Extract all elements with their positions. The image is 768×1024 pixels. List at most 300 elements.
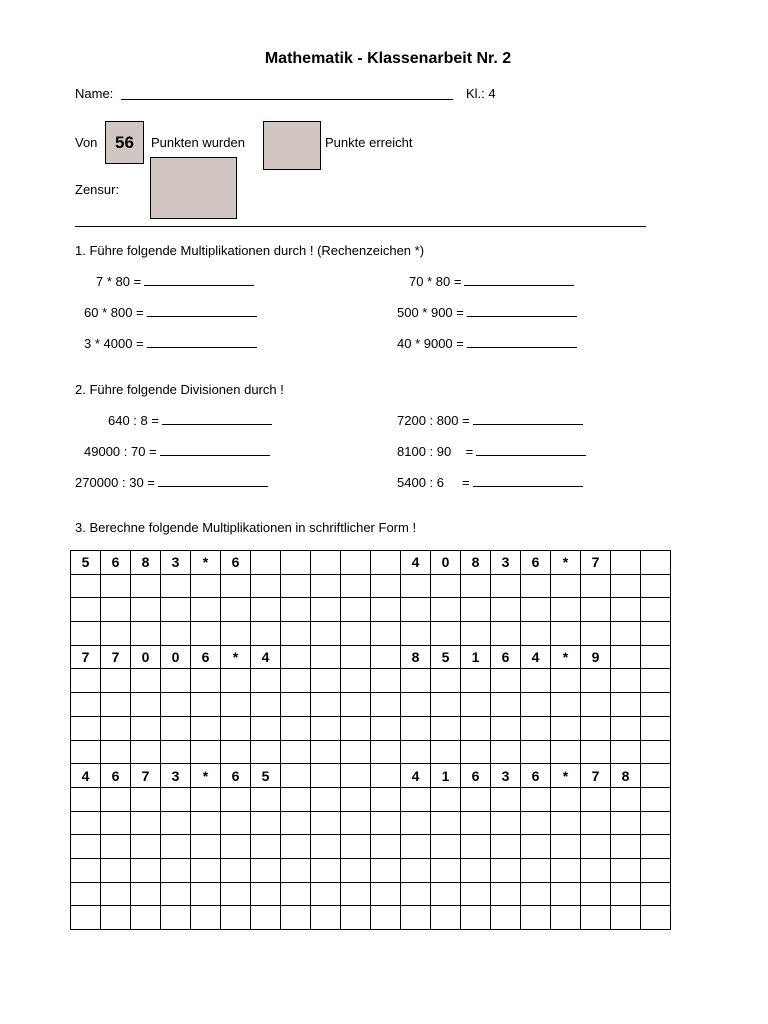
grid-cell[interactable]	[101, 574, 131, 598]
grid-cell[interactable]	[491, 811, 521, 835]
grid-cell[interactable]	[521, 622, 551, 646]
grid-cell[interactable]	[611, 693, 641, 717]
grid-cell[interactable]	[101, 598, 131, 622]
grid-cell[interactable]	[641, 764, 671, 788]
grid-cell[interactable]: 9	[581, 645, 611, 669]
grid-cell[interactable]	[611, 598, 641, 622]
grid-cell[interactable]: 4	[401, 764, 431, 788]
grid-cell[interactable]	[491, 574, 521, 598]
grid-cell[interactable]	[221, 787, 251, 811]
grid-cell[interactable]	[401, 858, 431, 882]
grid-cell[interactable]	[461, 787, 491, 811]
grid-cell[interactable]	[401, 716, 431, 740]
grid-cell[interactable]	[191, 740, 221, 764]
grid-cell[interactable]: 4	[401, 551, 431, 575]
grid-cell[interactable]	[341, 598, 371, 622]
grid-cell[interactable]: 7	[581, 764, 611, 788]
grid-cell[interactable]	[431, 574, 461, 598]
grid-cell[interactable]	[101, 858, 131, 882]
grid-cell[interactable]	[161, 787, 191, 811]
grid-cell[interactable]	[401, 906, 431, 930]
grid-cell[interactable]	[341, 858, 371, 882]
grid-cell[interactable]	[251, 574, 281, 598]
grid-cell[interactable]	[341, 622, 371, 646]
grid-cell[interactable]	[521, 740, 551, 764]
grid-cell[interactable]	[251, 622, 281, 646]
grid-cell[interactable]	[401, 598, 431, 622]
grid-cell[interactable]	[191, 574, 221, 598]
grid-cell[interactable]	[401, 882, 431, 906]
grid-cell[interactable]	[581, 574, 611, 598]
grid-cell[interactable]: 7	[581, 551, 611, 575]
grid-cell[interactable]	[131, 811, 161, 835]
grid-cell[interactable]	[311, 835, 341, 859]
grid-cell[interactable]	[341, 906, 371, 930]
grid-cell[interactable]	[281, 906, 311, 930]
grid-cell[interactable]: 3	[161, 764, 191, 788]
grid-cell[interactable]	[371, 811, 401, 835]
grid-cell[interactable]	[131, 716, 161, 740]
grid-cell[interactable]	[281, 835, 311, 859]
grid-cell[interactable]	[491, 598, 521, 622]
grid-cell[interactable]	[101, 669, 131, 693]
grid-cell[interactable]	[311, 882, 341, 906]
grid-cell[interactable]	[191, 669, 221, 693]
grid-cell[interactable]	[581, 716, 611, 740]
grid-cell[interactable]	[341, 835, 371, 859]
grid-cell[interactable]	[431, 858, 461, 882]
grid-cell[interactable]	[281, 574, 311, 598]
grid-cell[interactable]	[641, 882, 671, 906]
grid-cell[interactable]	[191, 882, 221, 906]
grid-cell[interactable]	[221, 669, 251, 693]
grid-cell[interactable]	[551, 622, 581, 646]
grid-cell[interactable]	[641, 906, 671, 930]
grid-cell[interactable]	[221, 716, 251, 740]
grid-cell[interactable]	[71, 740, 101, 764]
grid-cell[interactable]	[251, 906, 281, 930]
grid-cell[interactable]	[131, 693, 161, 717]
grid-cell[interactable]	[131, 574, 161, 598]
grid-cell[interactable]: 8	[401, 645, 431, 669]
grid-cell[interactable]	[131, 835, 161, 859]
grid-cell[interactable]	[161, 693, 191, 717]
grid-cell[interactable]	[191, 811, 221, 835]
grid-cell[interactable]	[161, 906, 191, 930]
grid-cell[interactable]	[161, 716, 191, 740]
grid-cell[interactable]	[251, 835, 281, 859]
grid-cell[interactable]	[371, 740, 401, 764]
grid-cell[interactable]	[431, 716, 461, 740]
grid-cell[interactable]: 5	[71, 551, 101, 575]
grid-cell[interactable]	[431, 811, 461, 835]
grid-cell[interactable]	[281, 598, 311, 622]
grid-cell[interactable]	[101, 906, 131, 930]
grid-cell[interactable]	[281, 693, 311, 717]
grid-cell[interactable]	[341, 669, 371, 693]
grid-cell[interactable]	[371, 716, 401, 740]
grid-cell[interactable]: *	[551, 645, 581, 669]
grid-cell[interactable]	[341, 787, 371, 811]
grid-cell[interactable]	[401, 787, 431, 811]
grid-cell[interactable]	[161, 669, 191, 693]
grid-cell[interactable]: 3	[161, 551, 191, 575]
grid-cell[interactable]	[611, 740, 641, 764]
grid-cell[interactable]	[611, 787, 641, 811]
grid-cell[interactable]	[551, 811, 581, 835]
grid-cell[interactable]	[371, 693, 401, 717]
task2-problem[interactable]: 640 : 8 =	[108, 412, 272, 428]
grid-cell[interactable]	[311, 574, 341, 598]
grid-cell[interactable]	[221, 622, 251, 646]
grid-cell[interactable]	[611, 669, 641, 693]
task1-problem[interactable]: 70 * 80 =	[409, 273, 574, 289]
grid-cell[interactable]	[641, 811, 671, 835]
grid-cell[interactable]	[281, 622, 311, 646]
grid-cell[interactable]: 7	[71, 645, 101, 669]
grid-cell[interactable]	[221, 740, 251, 764]
grid-cell[interactable]	[461, 574, 491, 598]
grid-cell[interactable]	[161, 740, 191, 764]
grid-cell[interactable]	[251, 669, 281, 693]
grid-cell[interactable]	[341, 764, 371, 788]
grid-cell[interactable]	[191, 787, 221, 811]
grid-cell[interactable]: 5	[431, 645, 461, 669]
grid-cell[interactable]	[431, 669, 461, 693]
grid-cell[interactable]	[461, 622, 491, 646]
grid-cell[interactable]	[581, 811, 611, 835]
grid-cell[interactable]	[641, 574, 671, 598]
grid-cell[interactable]	[311, 764, 341, 788]
grid-cell[interactable]	[641, 551, 671, 575]
grid-cell[interactable]	[581, 693, 611, 717]
grid-cell[interactable]	[431, 598, 461, 622]
grid-cell[interactable]	[161, 598, 191, 622]
grid-cell[interactable]	[131, 622, 161, 646]
grid-cell[interactable]	[461, 740, 491, 764]
grid-cell[interactable]	[71, 787, 101, 811]
grid-cell[interactable]	[611, 882, 641, 906]
grid-cell[interactable]	[401, 622, 431, 646]
grid-cell[interactable]	[101, 740, 131, 764]
grid-cell[interactable]	[461, 858, 491, 882]
grid-cell[interactable]: 3	[491, 764, 521, 788]
grid-cell[interactable]	[71, 574, 101, 598]
grid-cell[interactable]: *	[191, 551, 221, 575]
grid-cell[interactable]	[521, 574, 551, 598]
grid-cell[interactable]	[251, 882, 281, 906]
grid-cell[interactable]	[101, 811, 131, 835]
grid-cell[interactable]	[371, 574, 401, 598]
grid-cell[interactable]: 1	[431, 764, 461, 788]
grid-cell[interactable]	[191, 858, 221, 882]
grid-cell[interactable]	[491, 858, 521, 882]
grid-cell[interactable]: 4	[521, 645, 551, 669]
grid-cell[interactable]	[551, 693, 581, 717]
grid-cell[interactable]	[221, 811, 251, 835]
grid-cell[interactable]	[191, 693, 221, 717]
grid-cell[interactable]	[521, 716, 551, 740]
grid-cell[interactable]	[491, 622, 521, 646]
grid-cell[interactable]: 7	[131, 764, 161, 788]
grid-cell[interactable]: *	[191, 764, 221, 788]
grid-cell[interactable]	[461, 835, 491, 859]
grid-cell[interactable]	[221, 906, 251, 930]
task2-problem[interactable]: 270000 : 30 =	[75, 474, 268, 490]
grid-cell[interactable]	[311, 906, 341, 930]
grid-cell[interactable]	[281, 645, 311, 669]
grid-cell[interactable]	[431, 693, 461, 717]
grid-cell[interactable]	[161, 811, 191, 835]
grid-cell[interactable]	[551, 858, 581, 882]
grid-cell[interactable]	[251, 787, 281, 811]
grid-cell[interactable]	[251, 858, 281, 882]
grid-cell[interactable]	[311, 811, 341, 835]
grid-cell[interactable]	[521, 882, 551, 906]
grid-cell[interactable]	[611, 622, 641, 646]
grid-cell[interactable]	[431, 787, 461, 811]
grid-cell[interactable]	[641, 835, 671, 859]
name-line[interactable]	[121, 99, 453, 100]
grid-cell[interactable]	[491, 669, 521, 693]
grid-cell[interactable]: 6	[221, 551, 251, 575]
grid-cell[interactable]	[521, 858, 551, 882]
grid-cell[interactable]	[401, 669, 431, 693]
grid-cell[interactable]	[131, 882, 161, 906]
grid-cell[interactable]: 5	[251, 764, 281, 788]
grid-cell[interactable]	[641, 858, 671, 882]
grid-cell[interactable]	[461, 598, 491, 622]
grid-cell[interactable]	[461, 693, 491, 717]
grid-cell[interactable]: 0	[131, 645, 161, 669]
grid-cell[interactable]	[101, 787, 131, 811]
grid-cell[interactable]	[311, 551, 341, 575]
grid-cell[interactable]	[431, 906, 461, 930]
task2-problem[interactable]: 49000 : 70 =	[84, 443, 270, 459]
grid-cell[interactable]	[311, 669, 341, 693]
grid-cell[interactable]	[551, 906, 581, 930]
grid-cell[interactable]	[401, 740, 431, 764]
grid-cell[interactable]	[581, 669, 611, 693]
grid-cell[interactable]	[641, 693, 671, 717]
grid-cell[interactable]: 6	[191, 645, 221, 669]
grid-cell[interactable]	[281, 551, 311, 575]
grid-cell[interactable]	[461, 906, 491, 930]
grid-cell[interactable]	[521, 906, 551, 930]
grid-cell[interactable]	[641, 622, 671, 646]
grid-cell[interactable]	[101, 622, 131, 646]
grid-cell[interactable]	[641, 787, 671, 811]
grid-cell[interactable]	[101, 835, 131, 859]
grid-cell[interactable]	[341, 811, 371, 835]
achieved-points-box[interactable]	[263, 121, 321, 170]
task2-problem[interactable]: 7200 : 800 =	[397, 412, 583, 428]
grid-cell[interactable]	[551, 716, 581, 740]
grid-cell[interactable]	[371, 669, 401, 693]
grid-cell[interactable]	[491, 835, 521, 859]
grid-cell[interactable]	[551, 669, 581, 693]
grid-cell[interactable]	[581, 835, 611, 859]
grid-cell[interactable]	[491, 906, 521, 930]
grid-cell[interactable]	[461, 716, 491, 740]
grid-cell[interactable]	[551, 787, 581, 811]
grid-cell[interactable]: 8	[461, 551, 491, 575]
grid-cell[interactable]	[491, 716, 521, 740]
grid-cell[interactable]	[71, 882, 101, 906]
grid-cell[interactable]	[281, 764, 311, 788]
grid-cell[interactable]	[251, 811, 281, 835]
grid-cell[interactable]	[191, 835, 221, 859]
task1-problem[interactable]: 500 * 900 =	[397, 304, 577, 320]
grid-cell[interactable]: 8	[131, 551, 161, 575]
grid-cell[interactable]	[641, 716, 671, 740]
grid-cell[interactable]	[521, 669, 551, 693]
grid-cell[interactable]	[161, 858, 191, 882]
grid-cell[interactable]	[221, 598, 251, 622]
grid-cell[interactable]	[521, 598, 551, 622]
grid-cell[interactable]	[611, 551, 641, 575]
grid-cell[interactable]	[611, 906, 641, 930]
grid-cell[interactable]	[191, 622, 221, 646]
grid-cell[interactable]	[311, 740, 341, 764]
grid-cell[interactable]	[221, 835, 251, 859]
grid-cell[interactable]	[281, 740, 311, 764]
task2-problem[interactable]: 8100 : 90 =	[397, 443, 586, 459]
grid-cell[interactable]	[401, 811, 431, 835]
grid-cell[interactable]	[491, 740, 521, 764]
grid-cell[interactable]	[371, 906, 401, 930]
grid-cell[interactable]	[551, 598, 581, 622]
grid-cell[interactable]	[491, 882, 521, 906]
grid-cell[interactable]	[71, 811, 101, 835]
grid-cell[interactable]	[371, 622, 401, 646]
grid-cell[interactable]	[161, 574, 191, 598]
grid-cell[interactable]	[161, 882, 191, 906]
grid-cell[interactable]	[101, 882, 131, 906]
grid-cell[interactable]	[251, 740, 281, 764]
grid-cell[interactable]	[371, 551, 401, 575]
grid-cell[interactable]	[341, 574, 371, 598]
grid-cell[interactable]	[431, 835, 461, 859]
grid-cell[interactable]: 4	[251, 645, 281, 669]
grid-cell[interactable]	[341, 693, 371, 717]
grid-cell[interactable]	[131, 787, 161, 811]
grid-cell[interactable]	[221, 693, 251, 717]
grid-cell[interactable]	[251, 551, 281, 575]
grid-cell[interactable]	[581, 598, 611, 622]
grid-cell[interactable]	[131, 858, 161, 882]
grid-cell[interactable]	[581, 858, 611, 882]
grid-cell[interactable]	[521, 811, 551, 835]
grid-cell[interactable]	[551, 835, 581, 859]
grid-cell[interactable]	[371, 787, 401, 811]
grid-cell[interactable]	[461, 882, 491, 906]
grid-cell[interactable]: 3	[491, 551, 521, 575]
task2-problem[interactable]: 5400 : 6 =	[397, 474, 583, 490]
grid-cell[interactable]	[371, 764, 401, 788]
grid-cell[interactable]	[311, 858, 341, 882]
grid-cell[interactable]	[71, 622, 101, 646]
grid-cell[interactable]	[161, 622, 191, 646]
grid-cell[interactable]	[131, 598, 161, 622]
grid-cell[interactable]: *	[551, 551, 581, 575]
grid-cell[interactable]: 0	[161, 645, 191, 669]
grid-cell[interactable]	[281, 882, 311, 906]
grid-cell[interactable]	[581, 882, 611, 906]
grid-cell[interactable]	[281, 858, 311, 882]
grid-cell[interactable]	[251, 598, 281, 622]
grid-cell[interactable]	[431, 740, 461, 764]
grid-cell[interactable]	[71, 835, 101, 859]
grid-cell[interactable]	[191, 598, 221, 622]
grid-cell[interactable]	[611, 645, 641, 669]
grid-cell[interactable]	[581, 906, 611, 930]
grid-cell[interactable]	[161, 835, 191, 859]
grid-cell[interactable]	[311, 598, 341, 622]
grid-cell[interactable]	[641, 740, 671, 764]
grid-cell[interactable]: 6	[101, 551, 131, 575]
grid-cell[interactable]	[71, 669, 101, 693]
grid-cell[interactable]	[311, 693, 341, 717]
grid-cell[interactable]	[131, 669, 161, 693]
grid-cell[interactable]	[431, 622, 461, 646]
grid-cell[interactable]: 1	[461, 645, 491, 669]
grid-cell[interactable]	[281, 716, 311, 740]
grid-cell[interactable]	[611, 858, 641, 882]
grid-cell[interactable]	[281, 787, 311, 811]
grid-cell[interactable]	[71, 906, 101, 930]
grid-cell[interactable]	[641, 669, 671, 693]
grid-cell[interactable]	[221, 882, 251, 906]
grid-cell[interactable]	[221, 858, 251, 882]
grid-cell[interactable]	[491, 787, 521, 811]
grid-cell[interactable]	[371, 858, 401, 882]
grid-cell[interactable]	[371, 882, 401, 906]
grid-cell[interactable]	[341, 716, 371, 740]
grid-cell[interactable]: 6	[461, 764, 491, 788]
grid-cell[interactable]	[101, 693, 131, 717]
grid-cell[interactable]	[461, 669, 491, 693]
grid-cell[interactable]	[251, 716, 281, 740]
grade-box[interactable]	[150, 157, 237, 219]
grid-cell[interactable]	[341, 645, 371, 669]
task1-problem[interactable]: 7 * 80 =	[96, 273, 254, 289]
grid-cell[interactable]: 4	[71, 764, 101, 788]
grid-cell[interactable]: 8	[611, 764, 641, 788]
grid-cell[interactable]	[521, 787, 551, 811]
grid-cell[interactable]	[551, 882, 581, 906]
task1-problem[interactable]: 60 * 800 =	[84, 304, 257, 320]
grid-cell[interactable]	[341, 551, 371, 575]
grid-cell[interactable]	[341, 740, 371, 764]
grid-cell[interactable]	[221, 574, 251, 598]
grid-cell[interactable]	[71, 693, 101, 717]
grid-cell[interactable]	[401, 693, 431, 717]
task1-problem[interactable]: 3 * 4000 =	[84, 335, 257, 351]
grid-cell[interactable]	[371, 598, 401, 622]
grid-cell[interactable]	[131, 906, 161, 930]
grid-cell[interactable]	[431, 882, 461, 906]
grid-cell[interactable]	[581, 787, 611, 811]
grid-cell[interactable]	[521, 835, 551, 859]
grid-cell[interactable]	[611, 835, 641, 859]
grid-cell[interactable]	[341, 882, 371, 906]
grid-cell[interactable]	[641, 598, 671, 622]
grid-cell[interactable]	[281, 669, 311, 693]
grid-cell[interactable]	[311, 787, 341, 811]
grid-cell[interactable]	[281, 811, 311, 835]
grid-cell[interactable]: 0	[431, 551, 461, 575]
